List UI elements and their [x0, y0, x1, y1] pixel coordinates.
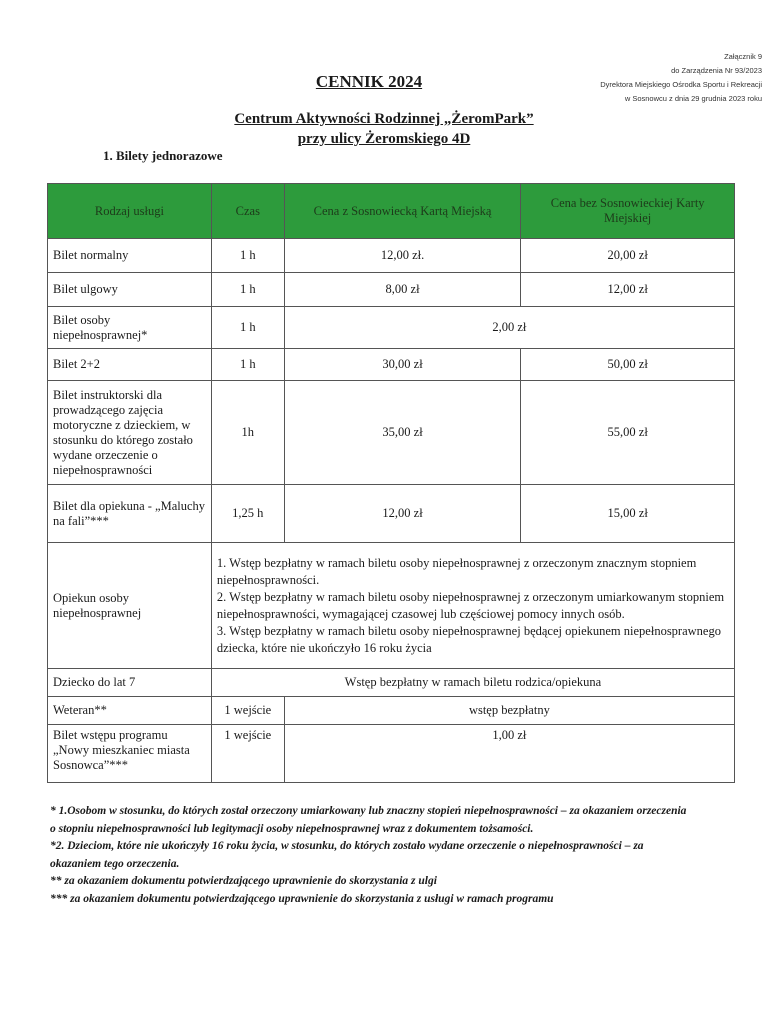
- page-title-text: CENNIK 2024: [315, 72, 423, 91]
- service-cell: Bilet osoby niepełnosprawnej*: [48, 307, 212, 349]
- annex-line: do Zarządzenia Nr 93/2023: [671, 66, 762, 75]
- price-nocard-cell: 50,00 zł: [521, 349, 735, 381]
- footnote: *** za okazaniem dokumentu potwierdzającego uprawnienie do skorzystania z usługi w ramach programu: [50, 892, 554, 905]
- table-row: [48, 669, 735, 697]
- subtitle-address: przy ulicy Żeromskiego 4D: [297, 131, 471, 147]
- price-nocard-cell: 20,00 zł: [521, 239, 735, 273]
- table-row: [48, 381, 735, 485]
- table-header-row: [48, 184, 735, 239]
- time-cell: 1,25 h: [211, 485, 284, 543]
- page-title: [0, 72, 768, 92]
- detail-item: 1. Wstęp bezpłatny w ramach biletu osoby niepełnosprawnej z orzeczonym znacznym stopniem niepełnosprawności.: [216, 555, 697, 587]
- service-cell: Bilet dla opiekuna - „Maluchy na fali”***: [48, 485, 212, 543]
- footnote: *2. Dzieciom, które nie ukończyły 16 roku życia, w stosunku, do których zostało wydane orzeczenie o niepełnosprawności – za okazaniem tego orzeczenia.: [50, 840, 644, 870]
- service-cell: Bilet wstępu programu „Nowy mieszkaniec miasta Sosnowca”***: [48, 725, 212, 783]
- price-merged-cell: 2,00 zł: [284, 307, 734, 349]
- annex-line: w Sosnowcu z dnia 29 grudnia 2023 roku: [624, 94, 762, 103]
- time-cell: 1 h: [211, 273, 284, 307]
- time-cell: 1h: [211, 381, 284, 485]
- price-merged-cell: wstęp bezpłatny: [284, 697, 734, 725]
- footnotes: [50, 803, 690, 908]
- table-row: [48, 273, 735, 307]
- price-card-cell: 12,00 zł: [284, 485, 521, 543]
- service-cell: Dziecko do lat 7: [48, 669, 212, 697]
- header-time: Czas: [211, 184, 284, 239]
- price-card-cell: 30,00 zł: [284, 349, 521, 381]
- time-cell: 1 h: [211, 349, 284, 381]
- details-cell: [211, 543, 734, 669]
- service-cell: Bilet ulgowy: [48, 273, 212, 307]
- footnote: ** za okazaniem dokumentu potwierdzającego uprawnienie do skorzystania z ulgi: [50, 875, 437, 887]
- time-cell: 1 wejście: [211, 697, 284, 725]
- header-service: Rodzaj usługi: [48, 184, 212, 239]
- header-price-nocard: Cena bez Sosnowieckiej Karty Miejskiej: [521, 184, 735, 239]
- service-cell: Bilet instruktorski dla prowadzącego zajęcia motoryczne z dzieckiem, w stosunku do którego zostało wydane orzeczenie o niepełnosprawności: [48, 381, 212, 485]
- time-cell: 1 wejście: [211, 725, 284, 783]
- price-nocard-cell: 12,00 zł: [521, 273, 735, 307]
- header-price-card: Cena z Sosnowiecką Kartą Miejską: [284, 184, 521, 239]
- service-cell: Bilet 2+2: [48, 349, 212, 381]
- price-nocard-cell: 15,00 zł: [521, 485, 735, 543]
- price-card-cell: 12,00 zł.: [284, 239, 521, 273]
- table-row: [48, 239, 735, 273]
- subtitle-center: Centrum Aktywności Rodzinnej „ŻeromPark”: [234, 111, 534, 127]
- price-table: [47, 183, 735, 783]
- table-row: [48, 307, 735, 349]
- table-row: [48, 697, 735, 725]
- table-row: [48, 485, 735, 543]
- detail-item: 3. Wstęp bezpłatny w ramach biletu osoby niepełnosprawnej będącej opiekunem niepełnosprawnego dziecka, które nie ukończyło 16 roku życia: [216, 623, 721, 655]
- table-row: [48, 543, 735, 669]
- price-merged-cell: 1,00 zł: [284, 725, 734, 783]
- price-card-cell: 35,00 zł: [284, 381, 521, 485]
- price-nocard-cell: 55,00 zł: [521, 381, 735, 485]
- table-row: [48, 725, 735, 783]
- annex-line: Załącznik 9: [724, 52, 762, 61]
- service-cell: Weteran**: [48, 697, 212, 725]
- time-cell: 1 h: [211, 239, 284, 273]
- annex-line: Dyrektora Miejskiego Ośrodka Sportu i Rekreacji: [600, 80, 762, 89]
- merged-text-cell: Wstęp bezpłatny w ramach biletu rodzica/opiekuna: [211, 669, 734, 697]
- service-cell: Bilet normalny: [48, 239, 212, 273]
- service-cell: Opiekun osoby niepełnosprawnej: [48, 543, 212, 669]
- table-row: [48, 349, 735, 381]
- time-cell: 1 h: [211, 307, 284, 349]
- detail-item: 2. Wstęp bezpłatny w ramach biletu osoby niepełnosprawnej z orzeczonym umiarkowanym stopniem niepełnosprawności, wymagającej czasowej lub częściowej pomocy innych osób.: [216, 589, 725, 621]
- footnote: * 1.Osobom w stosunku, do których został orzeczony umiarkowany lub znaczny stopień niepełnosprawności – za okazaniem orzeczenia o stopniu niepełnosprawności lub legitymacji osoby niepełnosprawnej wraz z dokumentem tożsamości.: [50, 805, 687, 835]
- price-card-cell: 8,00 zł: [284, 273, 521, 307]
- section-heading: 1. Bilety jednorazowe: [103, 148, 223, 163]
